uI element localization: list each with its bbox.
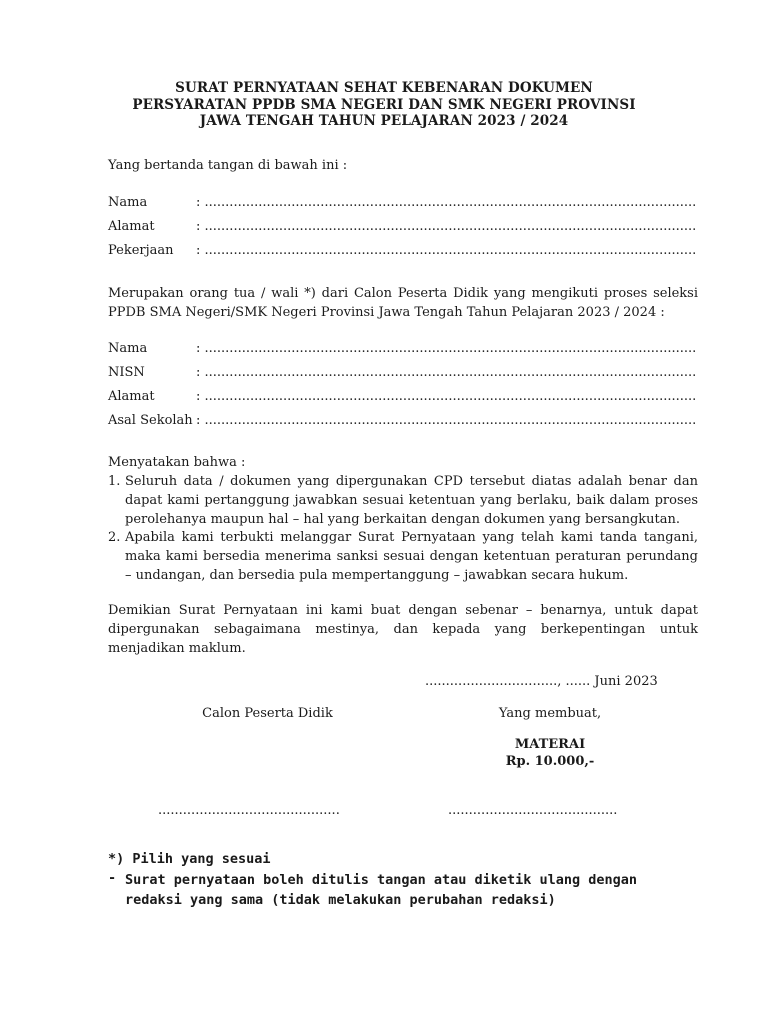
stamp-label: MATERAI [514,737,586,752]
parent-address-field[interactable]: : ....................................................................................................................... [196,219,697,234]
student-name-label: Nama [108,341,148,356]
student-school-label: Asal Sekolah [108,413,193,428]
parent-occupation-label: Pekerjaan [108,243,174,258]
title-line-2: PERSYARATAN PPDB SMA NEGERI DAN SMK NEGERI PROVINSI [132,97,636,113]
closing-paragraph: Demikian Surat Pernyataan ini kami buat dengan sebenar – benarnya, untuk dapat dipergunakan sebagaimana mestinya, dan kepada yang berkepentingan untuk menjadikan maklum. [108,603,698,656]
student-address-label: Alamat [108,389,155,404]
student-school-field[interactable]: : ....................................................................................................................... [196,413,697,428]
date-line[interactable]: ................................, ...... Juni 2023 [425,674,658,689]
parent-address-label: Alamat [108,219,155,234]
parent-occupation-field[interactable]: : ....................................................................................................................... [196,243,697,258]
statement-item [108,472,698,529]
note-bullet: - [108,870,117,886]
statement-text: Apabila kami terbukti melanggar Surat Pernyataan yang telah kami tanda tangani, maka kami bersedia menerima sanksi sesuai dengan ketentuan peraturan perundang – undangan, dan bersedia pula mempertanggung – jawabkan secara hukum. [125,530,698,583]
relation-paragraph: Merupakan orang tua / wali *) dari Calon Peserta Didik yang mengikuti proses seleksi PPDB SMA Negeri/SMK Negeri Provinsi Jawa Tengah Tahun Pelajaran 2023 / 2024 : [108,286,698,320]
note-remark: Surat pernyataan boleh ditulis tangan atau diketik ulang dengan redaksi yang sama (tidak melakukan perubahan redaksi) [125,872,638,908]
stamp-amount: Rp. 10.000,- [505,754,595,769]
statement-intro: Menyatakan bahwa : [108,455,246,470]
signature-right-label: Yang membuat, [498,706,602,721]
note-choose: *) Pilih yang sesuai [108,851,271,867]
signature-left-label: Calon Peserta Didik [202,706,333,721]
student-nisn-label: NISN [108,365,145,380]
statement-item [108,528,698,585]
intro-text: Yang bertanda tangan di bawah ini : [108,158,348,173]
title-line-3: JAWA TENGAH TAHUN PELAJARAN 2023 / 2024 [199,113,569,129]
signature-left-line[interactable]: ............................................ [158,803,340,818]
statement-number: 2. [108,530,121,545]
parent-name-label: Nama [108,195,148,210]
student-name-field[interactable]: : ....................................................................................................................... [196,341,697,356]
title-line-1: SURAT PERNYATAAN SEHAT KEBENARAN DOKUMEN [175,80,593,96]
statement-text: Seluruh data / dokumen yang dipergunakan CPD tersebut diatas adalah benar dan dapat kami pertanggung jawabkan sesuai ketentuan yang berlaku, baik dalam proses perolehanya maupun hal – hal yang berkaitan dengan dokumen yang bersangkutan. [125,474,698,527]
signature-right-line[interactable]: ......................................... [448,803,618,818]
statement-number: 1. [108,474,121,489]
parent-name-field[interactable]: : ....................................................................................................................... [196,195,697,210]
student-address-field[interactable]: : ....................................................................................................................... [196,389,697,404]
student-nisn-field[interactable]: : ....................................................................................................................... [196,365,697,380]
